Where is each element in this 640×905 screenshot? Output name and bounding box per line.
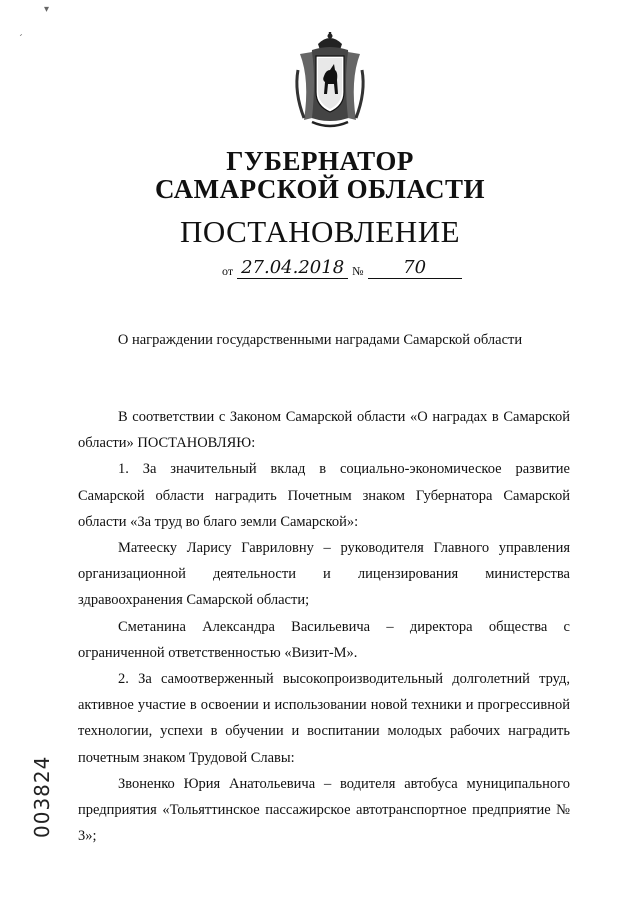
awardee-paragraph: Сметанина Александра Васильевича – директора общества с ограниченной ответственностью «Визит-М». (78, 618, 570, 661)
document-subject: О награждении государственными наградами Самарской области (117, 332, 523, 348)
coat-of-arms-emblem (290, 30, 370, 130)
document-body (78, 404, 570, 849)
document-type: ПОСТАНОВЛЕНИЕ (179, 214, 461, 249)
handwritten-number: 70 (368, 258, 462, 279)
authority-region: САМАРСКОЙ ОБЛАСТИ (154, 174, 486, 204)
clause-1-paragraph: 1. За значительный вклад в социально-экономическое развитие Самарской области наградить Почетным знаком Губернатора Самарской области «За труд во благо земли Самарской»: (78, 461, 570, 530)
date-prefix: от (222, 264, 234, 278)
side-registration-stamp: 003824 (30, 755, 54, 838)
preamble-paragraph: В соответствии с Законом Самарской области «О наградах в Самарской области» ПОСТАНОВЛЯЮ: (78, 409, 570, 452)
scan-mark: ▾ (44, 4, 50, 15)
scan-mark: ˊ (18, 34, 23, 45)
number-prefix: № (352, 264, 364, 278)
awardee-paragraph: Матееску Ларису Гавриловну – руководителя Главного управления организационной деятельности и лицензирования министерства здравоохранения Самарской области; (78, 540, 570, 609)
date-number-line (222, 258, 462, 279)
clause-2-paragraph: 2. За самоотверженный высокопроизводительный долголетний труд, активное участие в освоении и использовании новой техники и прогрессивной технологии, успехи в обучении и воспитании молодых рабочих наградить почетным знаком Трудовой Славы: (78, 671, 570, 766)
authority-title: ГУБЕРНАТОР (226, 146, 414, 176)
handwritten-date: 27.04.2018 (237, 258, 348, 279)
awardee-paragraph: Звоненко Юрия Анатольевича – водителя автобуса муниципального предприятия «Тольяттинское пассажирское автотранспортное предприятие № 3»; (78, 775, 570, 845)
